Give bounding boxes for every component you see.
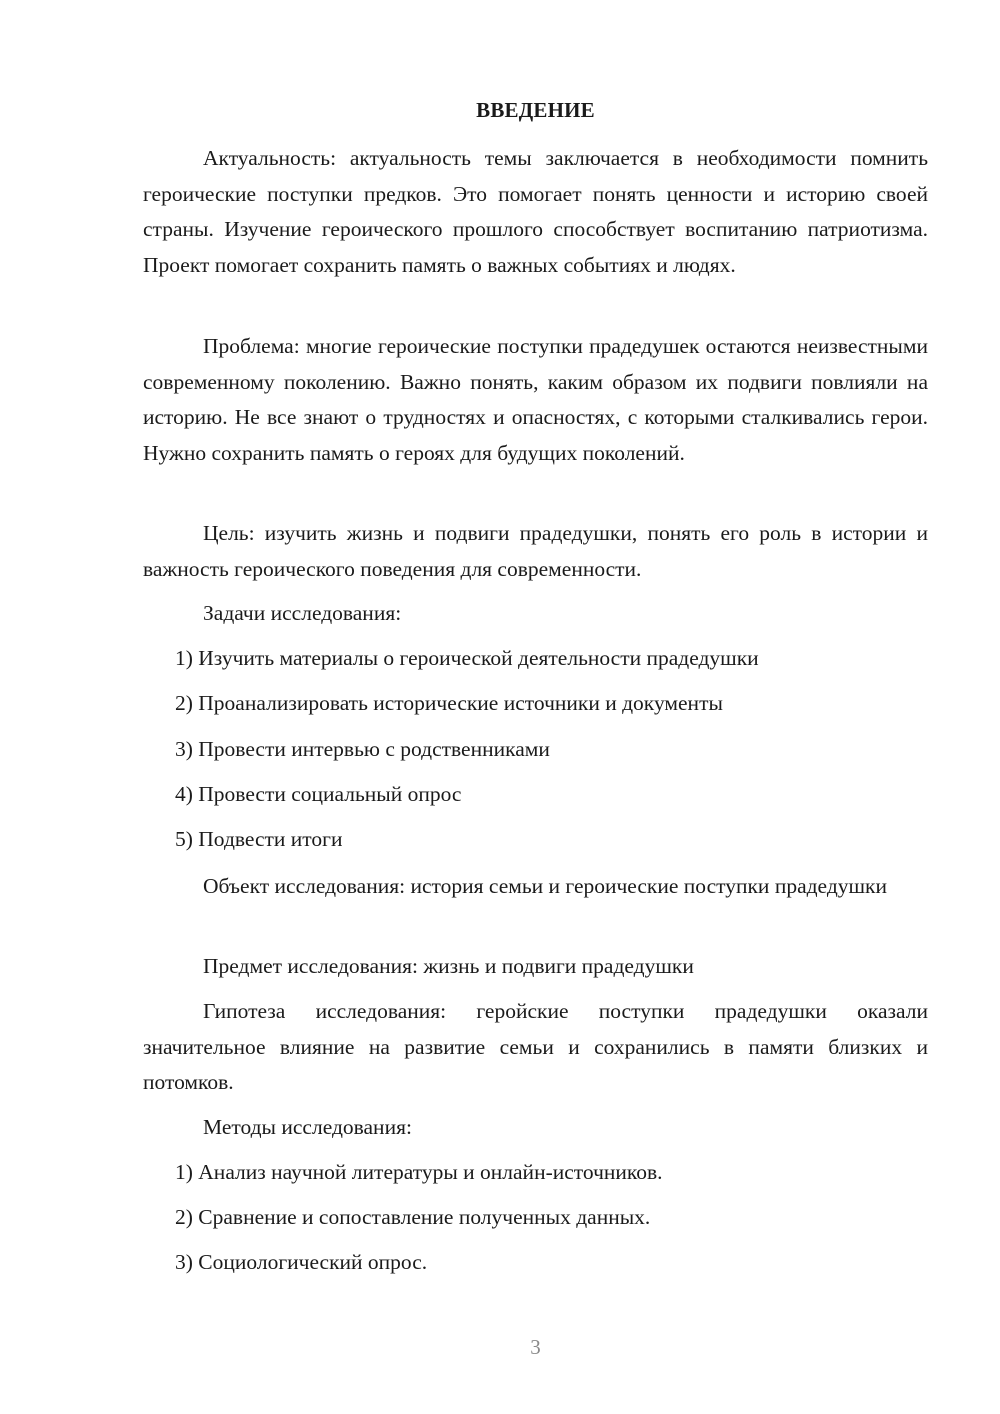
document-page [143, 0, 928, 1414]
problem-paragraph: Проблема: многие героические поступки прадедушек остаются неизвестными современному поколению. Важно понять, каким образом их подвиги повлияли на историю. Не все знают о трудностях и опасностях, с которыми сталкивались герои. Нужно сохранить память о героях для будущих поколений. [143, 334, 928, 465]
subject-paragraph: Предмет исследования: жизнь и подвиги прадедушки [203, 954, 694, 978]
task-item-3: 3) Провести интервью с родственниками [175, 737, 550, 761]
hypothesis-paragraph: Гипотеза исследования: геройские поступки прадедушки оказали значительное влияние на развитие семьи и сохранились в памяти близких и потомков. [143, 999, 928, 1094]
method-item-3: 3) Социологический опрос. [175, 1250, 428, 1274]
section-heading: ВВЕДЕНИЕ [476, 98, 595, 122]
page-number: 3 [530, 1335, 541, 1359]
tasks-title: Задачи исследования: [203, 601, 402, 625]
task-item-2: 2) Проанализировать исторические источники и документы [175, 691, 723, 715]
goal-paragraph: Цель: изучить жизнь и подвиги прадедушки, понять его роль в истории и важность героического поведения для современности. [143, 521, 928, 581]
methods-title: Методы исследования: [203, 1115, 412, 1139]
method-item-2: 2) Сравнение и сопоставление полученных данных. [175, 1205, 651, 1229]
method-item-1: 1) Анализ научной литературы и онлайн-источников. [175, 1160, 663, 1184]
task-item-4: 4) Провести социальный опрос [175, 782, 462, 806]
relevance-paragraph: Актуальность: актуальность темы заключается в необходимости помнить героические поступки предков. Это помогает понять ценности и историю своей страны. Изучение героического прошлого способствует воспитанию патриотизма. Проект помогает сохранить память о важных событиях и людях. [143, 146, 928, 277]
object-paragraph: Объект исследования: история семьи и героические поступки прадедушки [203, 874, 888, 898]
task-item-1: 1) Изучить материалы о героической деятельности прадедушки [175, 646, 759, 670]
task-item-5: 5) Подвести итоги [175, 827, 343, 851]
